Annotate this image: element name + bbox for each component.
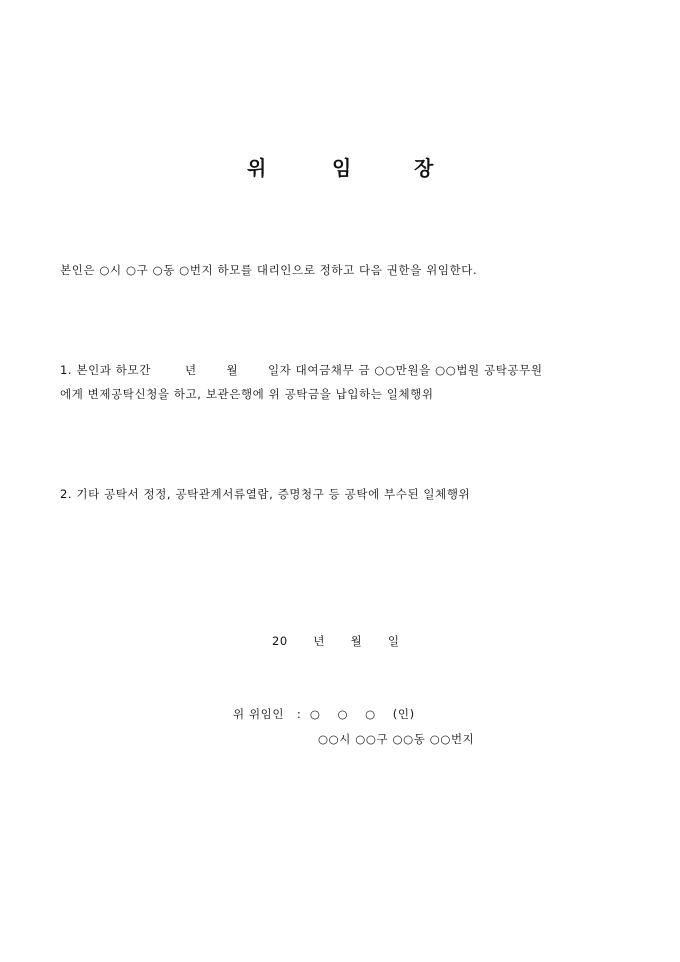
date-line: 20 년 월 일 (272, 634, 400, 648)
intro-paragraph: 본인은 ○시 ○구 ○동 ○번지 하모를 대리인으로 정하고 다음 권한을 위임한다. (60, 263, 478, 277)
address-line: ○○시 ○○구 ○○동 ○○번지 (318, 732, 475, 746)
item-1-line-2: 에게 변제공탁신청을 하고, 보관은행에 위 공탁금을 납입하는 일체행위 (60, 387, 434, 401)
item-2: 2. 기타 공탁서 정정, 공탁관계서류열람, 증명청구 등 공탁에 부수된 일체행위 (60, 487, 471, 501)
title-char-3: 장 (414, 156, 434, 180)
title-char-1: 위 (247, 156, 267, 180)
delegator-line: 위 위임인 : ○ ○ ○ (인) (233, 707, 415, 721)
item-1-line-1: 1. 본인과 하모간 년 월 일자 대여금채무 금 ○○만원을 ○○법원 공탁공무원 (60, 363, 543, 377)
title-char-2: 임 (332, 156, 352, 180)
document-title (0, 152, 680, 182)
